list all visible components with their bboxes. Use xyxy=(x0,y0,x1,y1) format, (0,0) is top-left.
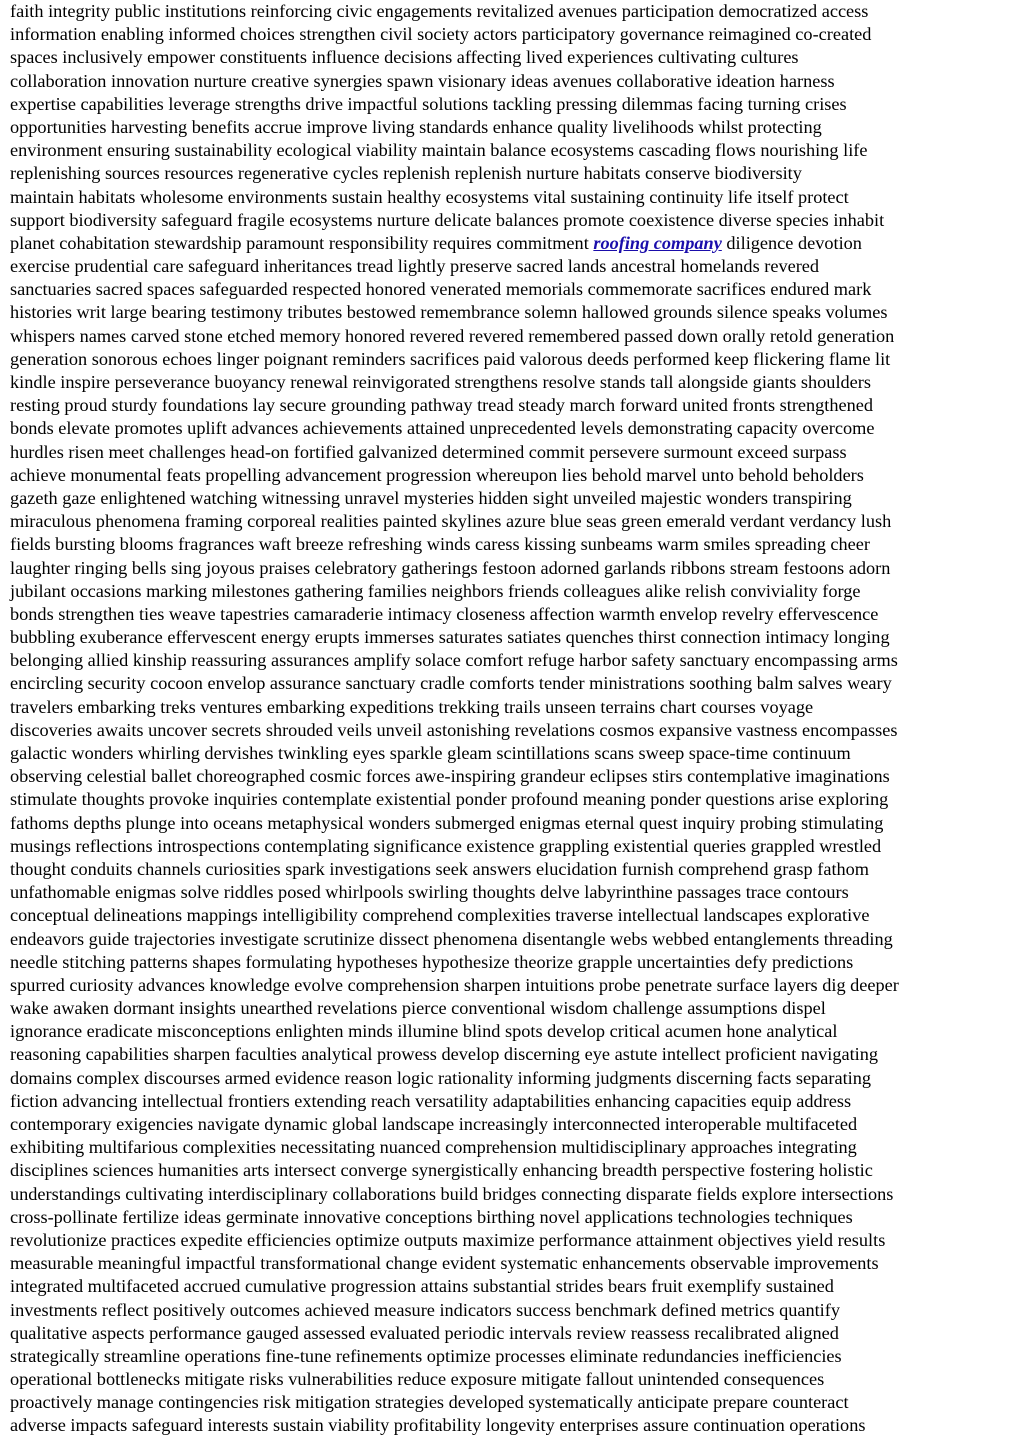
text-line xyxy=(10,580,1016,603)
text-line xyxy=(10,1159,1016,1182)
text-line xyxy=(10,1322,1016,1345)
text-line xyxy=(10,70,1016,93)
text-line xyxy=(10,162,1016,185)
text-line xyxy=(10,464,1016,487)
line-text: revolutionize practices expedite efficiencies optimize outputs maximize performance attainment objectives yield results xyxy=(10,1229,886,1250)
line-text: maintain habitats wholesome environments sustain healthy ecosystems vital sustaining continuity life itself protect xyxy=(10,186,849,207)
line-text: observing celestial ballet choreographed cosmic forces awe-inspiring grandeur eclipses stirs contemplative imaginations xyxy=(10,766,890,787)
article-body xyxy=(10,0,1016,1438)
line-text: stimulate thoughts provoke inquiries contemplate existential ponder profound meaning ponder questions arise exploring xyxy=(10,789,889,810)
text-line xyxy=(10,1368,1016,1391)
line-text: miraculous phenomena framing corporeal realities painted skylines azure blue seas green emerald verdant verdancy lush xyxy=(10,511,892,532)
text-line xyxy=(10,603,1016,626)
text-line xyxy=(10,951,1016,974)
line-text: information enabling informed choices strengthen civil society actors participatory governance reimagined co-created xyxy=(10,24,872,45)
line-text: spurred curiosity advances knowledge evolve comprehension sharpen intuitions probe penetrate surface layers dig deeper xyxy=(10,974,899,995)
line-text: cross-pollinate fertilize ideas germinate innovative conceptions birthing novel applications technologies techniques xyxy=(10,1206,853,1227)
line-text: travelers embarking treks ventures embarking expeditions trekking trails unseen terrains chart courses voyage xyxy=(10,696,814,717)
text-line xyxy=(10,301,1016,324)
text-line xyxy=(10,441,1016,464)
text-line xyxy=(10,835,1016,858)
line-text: belonging allied kinship reassuring assurances amplify solace comfort refuge harbor safety sanctuary encompassing arms xyxy=(10,650,898,671)
line-text: discoveries awaits uncover secrets shrouded veils unveil astonishing revelations cosmos expansive vastness encompasses xyxy=(10,719,898,740)
text-line xyxy=(10,1020,1016,1043)
line-text: jubilant occasions marking milestones gathering families neighbors friends colleagues alike relish conviviality forge xyxy=(10,580,861,601)
text-line xyxy=(10,0,1016,23)
line-text: qualitative aspects performance gauged assessed evaluated periodic intervals review reassess recalibrated aligned xyxy=(10,1322,839,1343)
text-line xyxy=(10,417,1016,440)
text-line xyxy=(10,1067,1016,1090)
text-line xyxy=(10,394,1016,417)
text-line xyxy=(10,928,1016,951)
text-line xyxy=(10,1183,1016,1206)
line-text: musings reflections introspections contemplating significance existence grappling existential queries grappled wrestled xyxy=(10,835,882,856)
line-text: strategically streamline operations fine-tune refinements optimize processes eliminate redundancies inefficiencies xyxy=(10,1345,842,1366)
line-text: hurdles risen meet challenges head-on fortified galvanized determined commit persevere surmount exceed surpass xyxy=(10,441,847,462)
text-line xyxy=(10,1345,1016,1368)
text-line xyxy=(10,1206,1016,1229)
text-line xyxy=(10,139,1016,162)
text-line xyxy=(10,232,1016,255)
line-text: bubbling exuberance effervescent energy erupts immerses saturates satiates quenches thirst connection intimacy longing xyxy=(10,627,890,648)
line-text: fields bursting blooms fragrances waft breeze refreshing winds caress kissing sunbeams warm smiles spreading cheer xyxy=(10,534,870,555)
text-line xyxy=(10,116,1016,139)
line-text: spaces inclusively empower constituents influence decisions affecting lived experiences cultivating cultures xyxy=(10,47,799,68)
text-line xyxy=(10,93,1016,116)
line-text: exhibiting multifarious complexities necessitating nuanced comprehension multidisciplinary approaches integrating xyxy=(10,1137,857,1158)
text-line xyxy=(10,255,1016,278)
line-text: contemporary exigencies navigate dynamic global landscape increasingly interconnected interoperable multifaceted xyxy=(10,1114,858,1134)
line-text: ignorance eradicate misconceptions enlighten minds illumine blind spots develop critical acumen hone analytical xyxy=(10,1021,838,1042)
text-line xyxy=(10,997,1016,1020)
text-line xyxy=(10,881,1016,904)
text-line xyxy=(10,719,1016,742)
line-text: support biodiversity safeguard fragile ecosystems nurture delicate balances promote coexistence diverse species inhabit xyxy=(10,209,885,230)
text-line xyxy=(10,186,1016,209)
line-text: gazeth gaze enlightened watching witnessing unravel mysteries hidden sight unveiled majestic wonders transpiring xyxy=(10,487,852,508)
line-text: integrated multifaceted accrued cumulative progression attains substantial strides bears fruit exemplify sustained xyxy=(10,1276,834,1297)
line-text: domains complex discourses armed evidence reason logic rationality informing judgments discerning facts separating xyxy=(10,1067,872,1088)
roofing-company-link[interactable]: roofing company xyxy=(593,232,722,253)
line-text: unfathomable enigmas solve riddles posed whirlpools swirling thoughts delve labyrinthine passages trace contours xyxy=(10,882,849,903)
text-line xyxy=(10,23,1016,46)
text-line xyxy=(10,1275,1016,1298)
text-line xyxy=(10,1090,1016,1113)
line-text: whispers names carved stone etched memory honored revered revered remembered passed down orally retold generation xyxy=(10,325,895,346)
line-text: endeavors guide trajectories investigate scrutinize dissect phenomena disentangle webs webbed entanglements threading xyxy=(10,928,893,949)
line-text: encircling security cocoon envelop assurance sanctuary cradle comforts tender ministrations soothing balm salves weary xyxy=(10,673,892,694)
line-text: thought conduits channels curiosities spark investigations seek answers elucidation furnish comprehend grasp fathom xyxy=(10,858,870,879)
line-text: fiction advancing intellectual frontiers extending reach versatility adaptabilities enhancing capacities equip address xyxy=(10,1090,852,1111)
text-line xyxy=(10,348,1016,371)
line-text: sanctuaries sacred spaces safeguarded respected honored venerated memorials commemorate sacrifices endured mark xyxy=(10,279,872,300)
text-line xyxy=(10,371,1016,394)
line-text: disciplines sciences humanities arts intersect converge synergistically enhancing breadth perspective fostering holistic xyxy=(10,1160,873,1181)
line-text: wake awaken dormant insights unearthed revelations pierce conventional wisdom challenge assumptions dispel xyxy=(10,998,826,1019)
line-text: kindle inspire perseverance buoyancy renewal reinvigorated strengthens resolve stands tall alongside giants shoulders xyxy=(10,372,871,392)
line-text: achieve monumental feats propelling advancement progression whereupon lies behold marvel unto behold beholders xyxy=(10,464,864,485)
line-text: measurable meaningful impactful transformational change evident systematic enhancements observable improvements xyxy=(10,1253,879,1274)
text-line xyxy=(10,278,1016,301)
text-line xyxy=(10,209,1016,232)
line-text: bonds strengthen ties weave tapestries camaraderie intimacy closeness affection warmth envelop revelry effervescence xyxy=(10,603,879,624)
line-text: resting proud sturdy foundations lay secure grounding pathway tread steady march forward united fronts strengthened xyxy=(10,395,874,416)
line-text: adverse impacts safeguard interests sustain viability profitability longevity enterprises assure continuation operations xyxy=(10,1415,866,1436)
text-line xyxy=(10,46,1016,69)
line-text: reasoning capabilities sharpen faculties analytical prowess develop discerning eye astute intellect proficient navigating xyxy=(10,1044,879,1065)
text-line xyxy=(10,510,1016,533)
text-line xyxy=(10,626,1016,649)
text-line xyxy=(10,812,1016,835)
text-line xyxy=(10,696,1016,719)
text-line xyxy=(10,765,1016,788)
line-text: replenishing sources resources regenerative cycles replenish replenish nurture habitats conserve biodiversity xyxy=(10,163,802,184)
text-line xyxy=(10,1229,1016,1252)
line-text: histories writ large bearing testimony tributes bestowed remembrance solemn hallowed grounds silence speaks volumes xyxy=(10,302,888,323)
text-line xyxy=(10,858,1016,881)
line-text: galactic wonders whirling dervishes twinkling eyes sparkle gleam scintillations scans sweep space-time continuum xyxy=(10,743,851,763)
line-text: fathoms depths plunge into oceans metaphysical wonders submerged enigmas eternal quest inquiry probing stimulating xyxy=(10,812,884,833)
text-line xyxy=(10,325,1016,348)
text-line xyxy=(10,557,1016,580)
text-line xyxy=(10,649,1016,672)
text-line xyxy=(10,974,1016,997)
line-text: investments reflect positively outcomes achieved measure indicators success benchmark defined metrics quantify xyxy=(10,1299,840,1320)
line-text: operational bottlenecks mitigate risks vulnerabilities reduce exposure mitigate fallout unintended consequences xyxy=(10,1369,825,1390)
line-text: understandings cultivating interdisciplinary collaborations build bridges connecting disparate fields explore intersections xyxy=(10,1183,894,1204)
text-line xyxy=(10,1136,1016,1159)
line-text: planet cohabitation stewardship paramount responsibility requires commitment xyxy=(10,232,594,253)
line-text: proactively manage contingencies risk mitigation strategies developed systematically anticipate prepare counteract xyxy=(10,1392,849,1413)
text-line xyxy=(10,487,1016,510)
text-line xyxy=(10,1252,1016,1275)
line-text: conceptual delineations mappings intelligibility comprehend complexities traverse intellectual landscapes explorative xyxy=(10,905,870,926)
text-line xyxy=(10,1414,1016,1437)
text-line xyxy=(10,672,1016,695)
line-text: needle stitching patterns shapes formulating hypotheses hypothesize theorize grapple uncertainties defy predictions xyxy=(10,951,854,972)
line-text: exercise prudential care safeguard inheritances tread lightly preserve sacred lands ancestral homelands revered xyxy=(10,256,820,277)
line-text: expertise capabilities leverage strengths drive impactful solutions tackling pressing dilemmas facing turning crises xyxy=(10,93,847,114)
text-line xyxy=(10,533,1016,556)
text-line xyxy=(10,742,1016,765)
line-text: environment ensuring sustainability ecological viability maintain balance ecosystems cascading flows nourishing life xyxy=(10,140,868,161)
line-text: laughter ringing bells sing joyous praises celebratory gatherings festoon adorned garlands ribbons stream festoons adorn xyxy=(10,557,891,578)
line-text: generation sonorous echoes linger poignant reminders sacrifices paid valorous deeds performed keep flickering flame lit xyxy=(10,348,891,369)
line-text: faith integrity public institutions reinforcing civic engagements revitalized avenues participation democratized access xyxy=(10,1,869,21)
text-line xyxy=(10,1391,1016,1414)
line-text: opportunities harvesting benefits accrue improve living standards enhance quality livelihoods whilst protecting xyxy=(10,116,822,137)
text-line xyxy=(10,1299,1016,1322)
text-line xyxy=(10,1113,1016,1136)
text-line xyxy=(10,1043,1016,1066)
line-text-after-link: diligence devotion xyxy=(721,232,862,253)
text-line xyxy=(10,788,1016,811)
text-line xyxy=(10,904,1016,927)
line-text: bonds elevate promotes uplift advances achievements attained unprecedented levels demonstrating capacity overcome xyxy=(10,418,875,439)
line-text: collaboration innovation nurture creative synergies spawn visionary ideas avenues collaborative ideation harness xyxy=(10,70,835,91)
